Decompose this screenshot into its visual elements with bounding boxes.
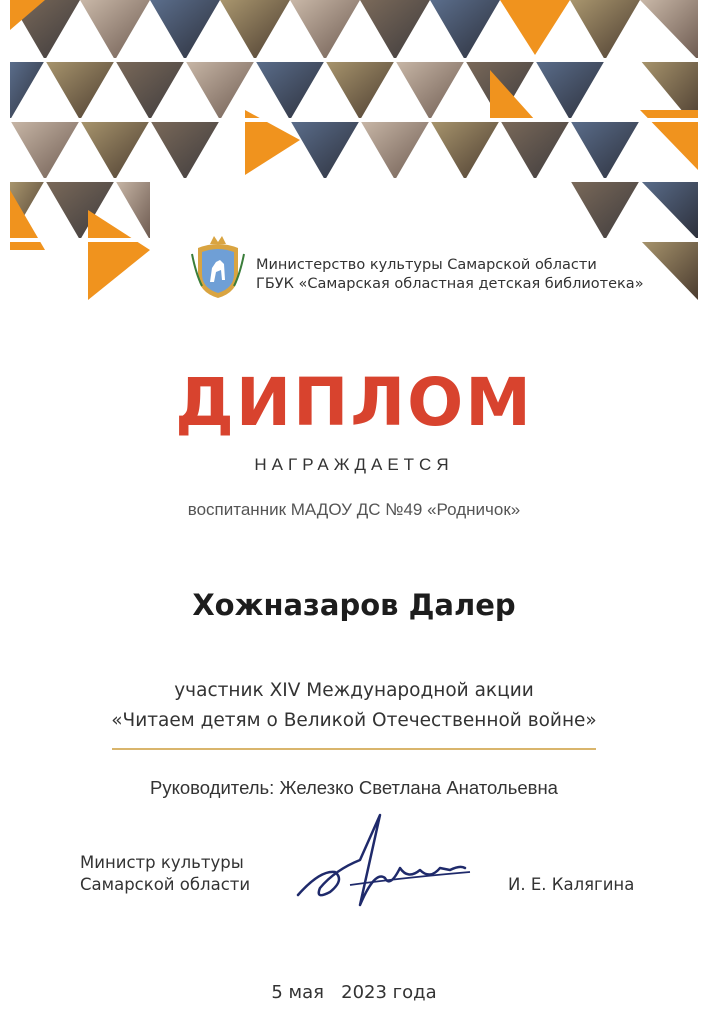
- position-line-2: Самарской области: [80, 875, 251, 894]
- diploma-title: ДИПЛОМ: [175, 364, 533, 441]
- participation-line-2: «Читаем детям о Великой Отечественной войне»: [111, 710, 597, 731]
- recipient-description: воспитанник МАДОУ ДС №49 «Родничок»: [187, 500, 521, 519]
- leader-line: Руководитель: Железко Светлана Анатольевна: [150, 777, 558, 798]
- samara-coat-of-arms-icon: [190, 234, 246, 302]
- signatory-position: [80, 852, 280, 896]
- participation-line-1: участник XIV Международной акции: [174, 680, 534, 701]
- issue-date: 5 мая 2023 года: [271, 982, 437, 1003]
- handwritten-signature: [290, 810, 480, 930]
- org-ministry-name: Министерство культуры Самарской области: [256, 257, 597, 273]
- position-line-1: Министр культуры: [80, 853, 244, 872]
- organization-block: [256, 256, 676, 294]
- gold-divider: [112, 748, 596, 750]
- signatory-name: И. Е. Калягина: [508, 875, 635, 894]
- awarded-label: НАГРАЖДАЕТСЯ: [254, 455, 454, 474]
- recipient-name: Хожназаров Далер: [192, 588, 516, 622]
- org-library-name: ГБУК «Самарская областная детская библиотека»: [256, 276, 644, 292]
